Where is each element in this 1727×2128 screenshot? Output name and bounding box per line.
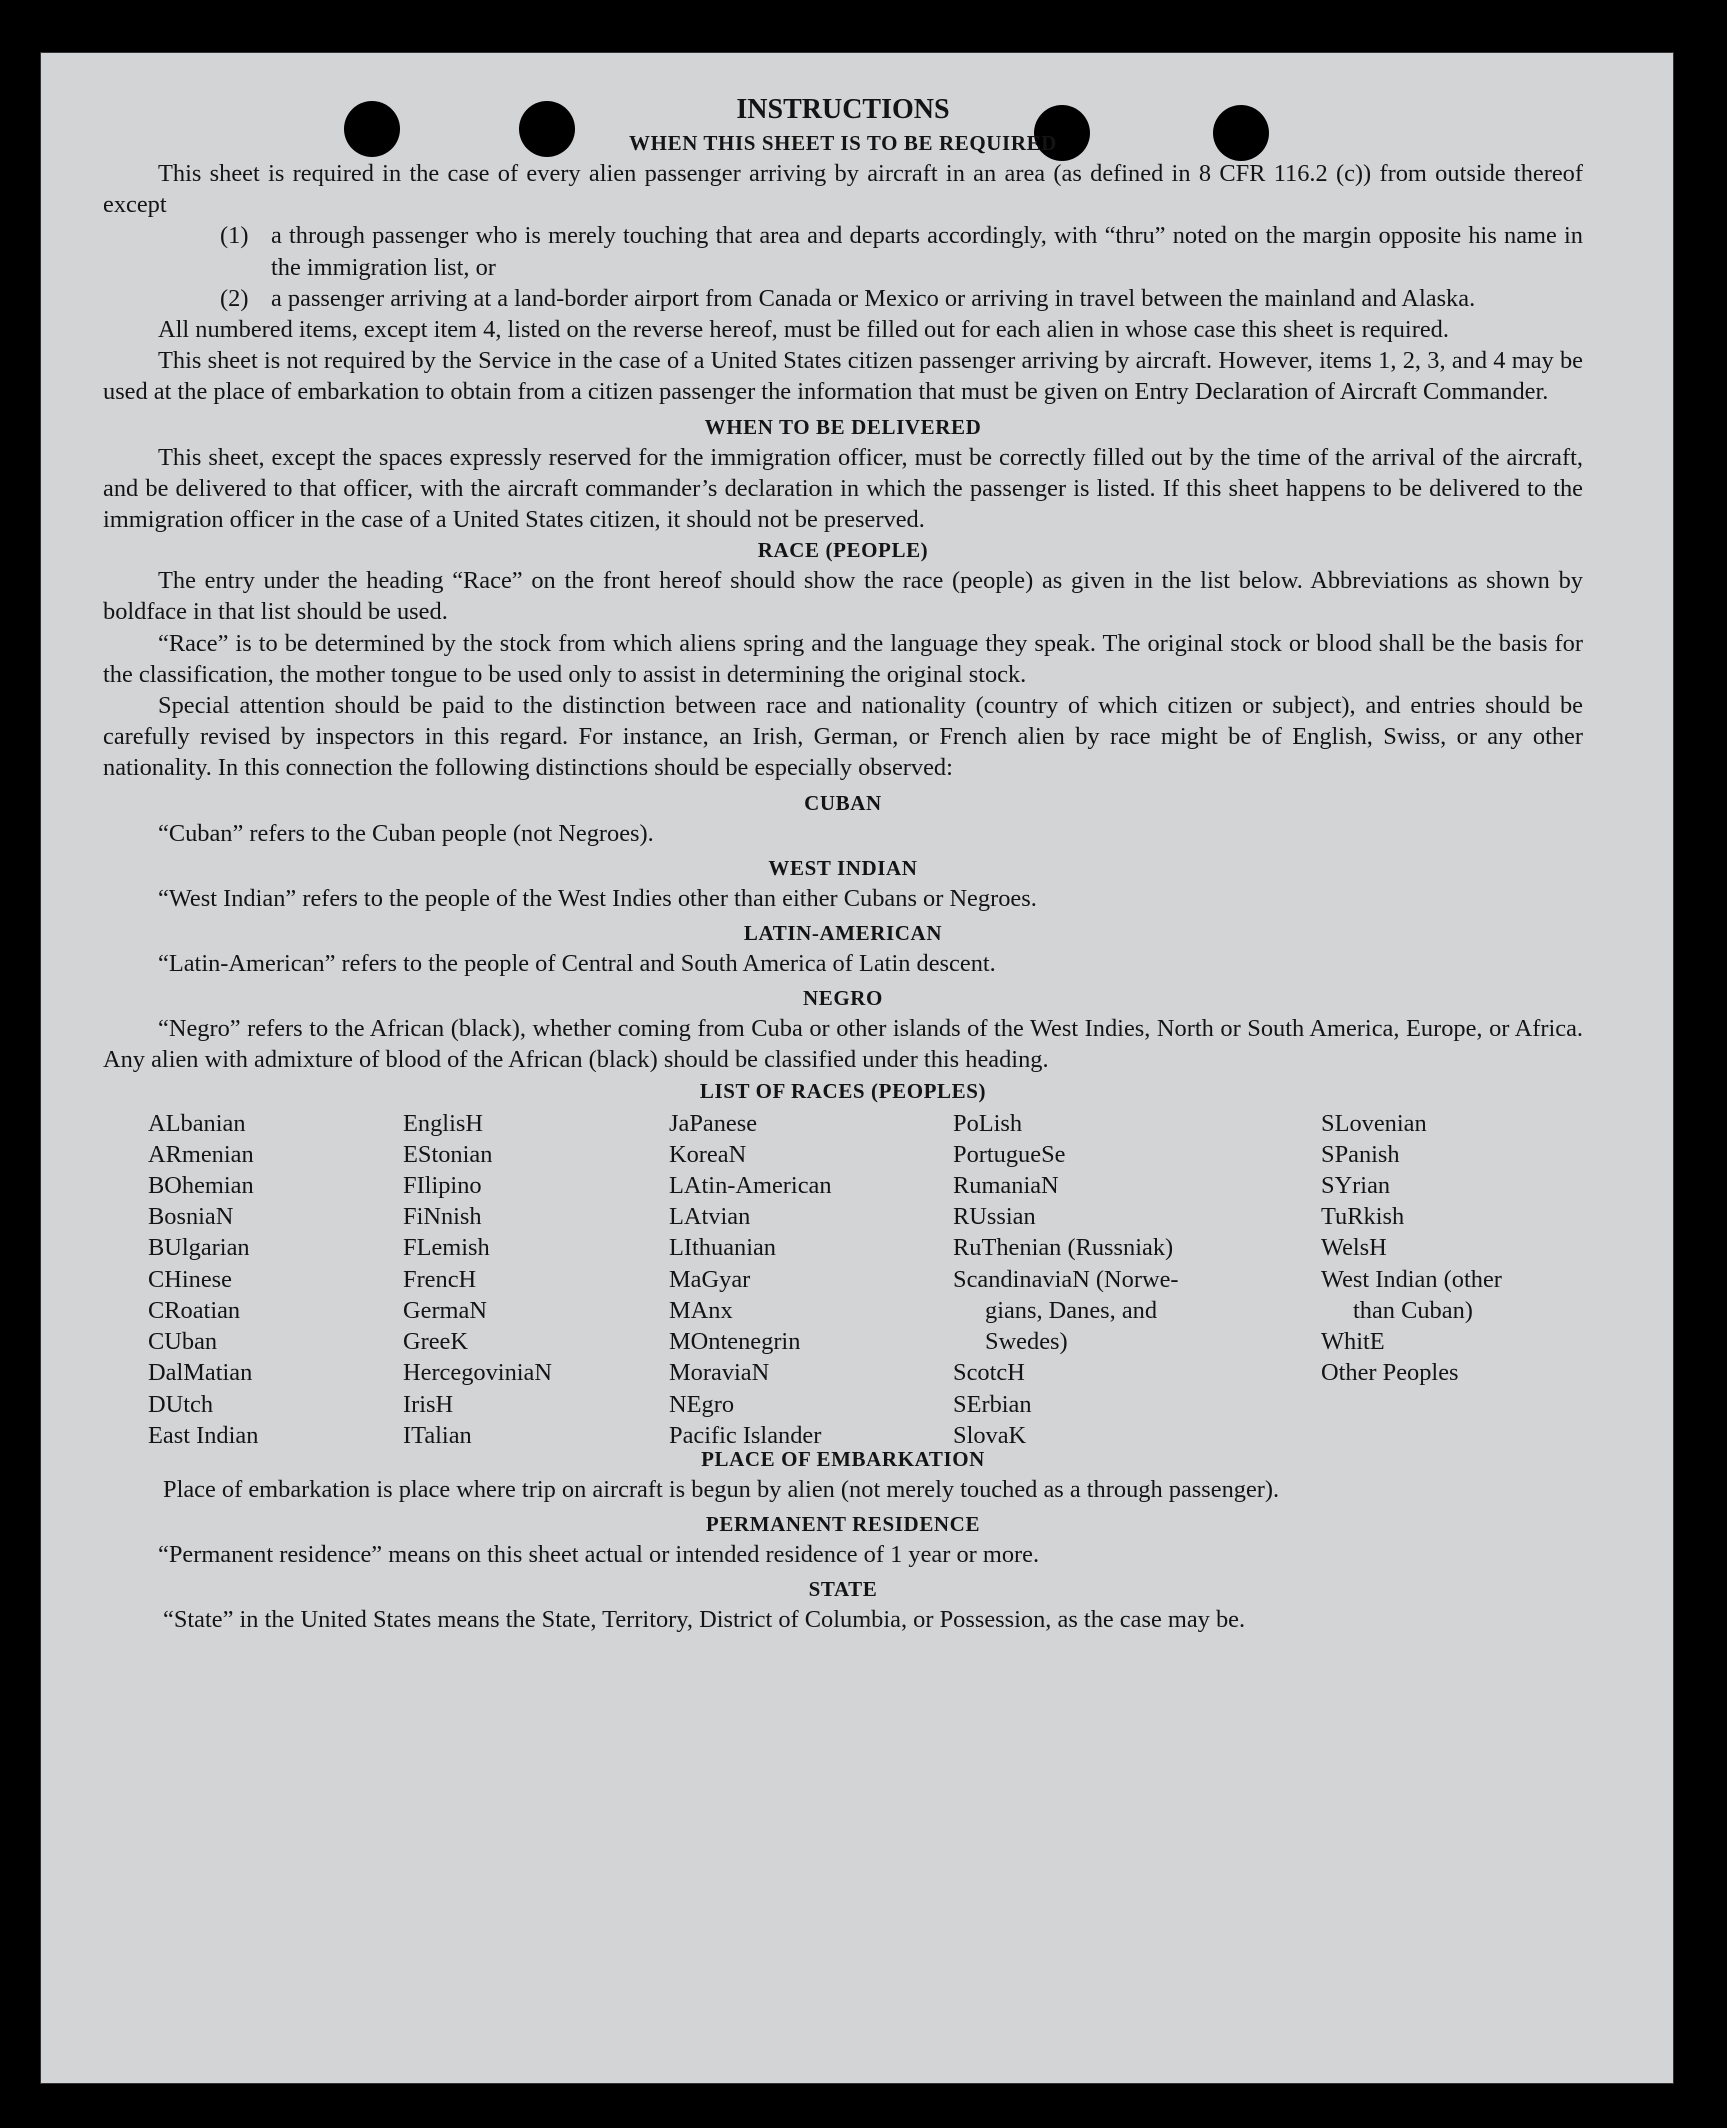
race-entry: RUssian — [953, 1203, 1036, 1231]
item-text: a passenger arriving at a land-border airport from Canada or Mexico or arriving in travel between the mainland and Alaska. — [271, 284, 1476, 312]
race-entry: EStonian — [403, 1140, 493, 1168]
race-entry: WelsH — [1321, 1234, 1387, 1262]
race-entry: PoLish — [953, 1109, 1023, 1137]
race-entry: Pacific Islander — [669, 1421, 822, 1449]
race-entry: SYrian — [1321, 1172, 1391, 1200]
race-entry: SLovenian — [1321, 1109, 1427, 1137]
race-entry: CRoatian — [148, 1296, 241, 1324]
section-heading-state: STATE — [808, 1577, 878, 1602]
race-entry: LAtvian — [669, 1203, 751, 1231]
list-item — [220, 283, 1583, 314]
item-number: (2) — [220, 284, 249, 312]
race-entry: SlovaK — [953, 1421, 1027, 1449]
paragraph: This sheet is not required by the Service in the case of a United States citizen passenger arriving by aircraft. However, items 1, 2, 3, and 4 may be used at the place of embarkation to obtain from a citizen passenger the information that must be given on Entry Declaration of Aircraft Commander. — [103, 347, 1583, 406]
paragraph: Place of embarkation is place where trip on aircraft is begun by alien (not merely touched as a through passenger). — [163, 1475, 1280, 1503]
paragraph: “Negro” refers to the African (black), whether coming from Cuba or other islands of the West Indies, North or South America, Europe, or Africa. Any alien with admixture of blood of the African (black) should be classified under this heading. — [103, 1015, 1583, 1074]
race-entry: FIlipino — [403, 1172, 482, 1200]
race-entry: BosniaN — [148, 1203, 234, 1231]
section-heading-west-indian: WEST INDIAN — [768, 855, 918, 880]
paragraph: “West Indian” refers to the people of the West Indies other than either Cubans or Negroes. — [158, 884, 1037, 912]
race-entry: CHinese — [148, 1265, 232, 1293]
race-entry: RumaniaN — [953, 1172, 1059, 1200]
section-heading-embarkation: PLACE OF EMBARKATION — [701, 1446, 985, 1471]
page-title: INSTRUCTIONS — [736, 94, 950, 125]
race-entry: BUlgarian — [148, 1234, 250, 1262]
paragraph: “Permanent residence” means on this sheet actual or intended residence of 1 year or more. — [158, 1540, 1040, 1568]
race-list — [103, 1108, 1583, 1449]
section-heading-permanent-residence: PERMANENT RESIDENCE — [705, 1511, 981, 1536]
race-entry: PortugueSe — [953, 1140, 1066, 1168]
item-number: (1) — [220, 222, 249, 250]
race-entry: ALbanian — [148, 1109, 246, 1137]
race-entry: TuRkish — [1321, 1203, 1405, 1231]
race-entry: FrencH — [403, 1265, 477, 1293]
section-heading-cuban: CUBAN — [804, 790, 882, 815]
paragraph: All numbered items, except item 4, listed on the reverse hereof, must be filled out for each alien in whose case this sheet is required. — [158, 316, 1449, 344]
instructions-content — [103, 92, 1583, 1635]
race-entry: MOntenegrin — [669, 1328, 801, 1356]
race-entry: than Cuban) — [1353, 1296, 1473, 1324]
race-entry: MaGyar — [669, 1265, 751, 1293]
race-entry: BOhemian — [148, 1172, 254, 1200]
race-column-5 — [1321, 1108, 1502, 1389]
race-entry: LIthuanian — [669, 1234, 777, 1262]
race-entry: IrisH — [403, 1390, 454, 1418]
section-heading-negro: NEGRO — [802, 986, 883, 1011]
race-entry: SErbian — [953, 1390, 1032, 1418]
race-entry: West Indian (other — [1321, 1265, 1502, 1293]
race-entry: ScandinaviaN (Norwe- — [953, 1265, 1179, 1293]
race-entry: JaPanese — [669, 1109, 758, 1137]
race-entry: DalMatian — [148, 1359, 253, 1387]
paragraph: This sheet, except the spaces expressly reserved for the immigration officer, must be correctly filled out by the time of the arrival of the aircraft, and be delivered to that officer, with the aircraft commander’s declaration in which the passenger is listed. If this sheet happens to be delivered to the immigration officer in the case of a United States citizen, it should not be preserved. — [103, 443, 1583, 534]
section-heading-list-of-races: LIST OF RACES (PEOPLES) — [699, 1078, 987, 1103]
race-entry: gians, Danes, and — [985, 1296, 1158, 1324]
paragraph: “State” in the United States means the State, Territory, District of Columbia, or Possession, as the case may be. — [163, 1606, 1246, 1634]
race-entry: GreeK — [403, 1328, 469, 1356]
item-text: a through passenger who is merely touching that area and departs accordingly, with “thru” noted on the margin opposite his name in the immigration list, or — [271, 222, 1583, 281]
race-entry: MAnx — [669, 1296, 733, 1324]
race-entry: GermaN — [403, 1296, 487, 1324]
race-entry: ITalian — [403, 1421, 472, 1449]
section-heading-required: WHEN THIS SHEET IS TO BE REQUIRED — [629, 131, 1057, 155]
race-column-4 — [953, 1108, 1179, 1451]
paragraph: Special attention should be paid to the distinction between race and nationality (country of which citizen or subject), and entries should be carefully revised by inspectors in this regard. For instance, an Irish, German, or French alien by race might be of English, Swiss, or any other nationality. In this connection the following distinctions should be especially observed: — [103, 692, 1583, 782]
race-entry: Other Peoples — [1321, 1359, 1459, 1387]
race-entry: WhitE — [1321, 1328, 1385, 1356]
race-entry: FiNnish — [403, 1203, 482, 1231]
race-entry: Swedes) — [985, 1328, 1068, 1356]
list-item — [220, 220, 1583, 282]
section-heading-race: RACE (PEOPLE) — [757, 538, 929, 563]
race-entry: East Indian — [148, 1421, 259, 1449]
race-entry: KoreaN — [669, 1140, 747, 1168]
paragraph: “Latin-American” refers to the people of Central and South America of Latin descent. — [158, 950, 996, 978]
race-entry: RuThenian (Russniak) — [953, 1234, 1174, 1262]
race-column-2 — [403, 1108, 552, 1451]
paragraph: “Race” is to be determined by the stock from which aliens spring and the language they speak. The original stock or blood shall be the basis for the classification, the mother tongue to be used only to assist in determining the original stock. — [103, 629, 1583, 688]
paragraph: “Cuban” refers to the Cuban people (not Negroes). — [158, 819, 654, 847]
section-heading-delivered: WHEN TO BE DELIVERED — [704, 414, 982, 439]
race-entry: MoraviaN — [669, 1359, 770, 1387]
section-heading-latin-american: LATIN-AMERICAN — [743, 921, 943, 946]
paragraph: The entry under the heading “Race” on the front hereof should show the race (people) as given in the list below. Abbreviations as shown by boldface in that list should be used. — [103, 567, 1583, 626]
race-entry: NEgro — [669, 1390, 735, 1418]
race-entry: ScotcH — [953, 1359, 1025, 1387]
race-entry: EnglisH — [403, 1109, 483, 1137]
race-column-3 — [669, 1108, 832, 1451]
race-column-1 — [148, 1108, 258, 1451]
paragraph: This sheet is required in the case of every alien passenger arriving by aircraft in an area (as defined in 8 CFR 116.2 (c)) from outside thereof except — [103, 160, 1583, 219]
race-entry: HercegoviniaN — [403, 1359, 552, 1387]
race-entry: CUban — [148, 1328, 218, 1356]
race-entry: SPanish — [1321, 1140, 1400, 1168]
race-entry: DUtch — [148, 1390, 214, 1418]
race-entry: ARmenian — [148, 1140, 254, 1168]
race-entry: LAtin-American — [669, 1172, 832, 1200]
race-entry: FLemish — [403, 1234, 490, 1262]
